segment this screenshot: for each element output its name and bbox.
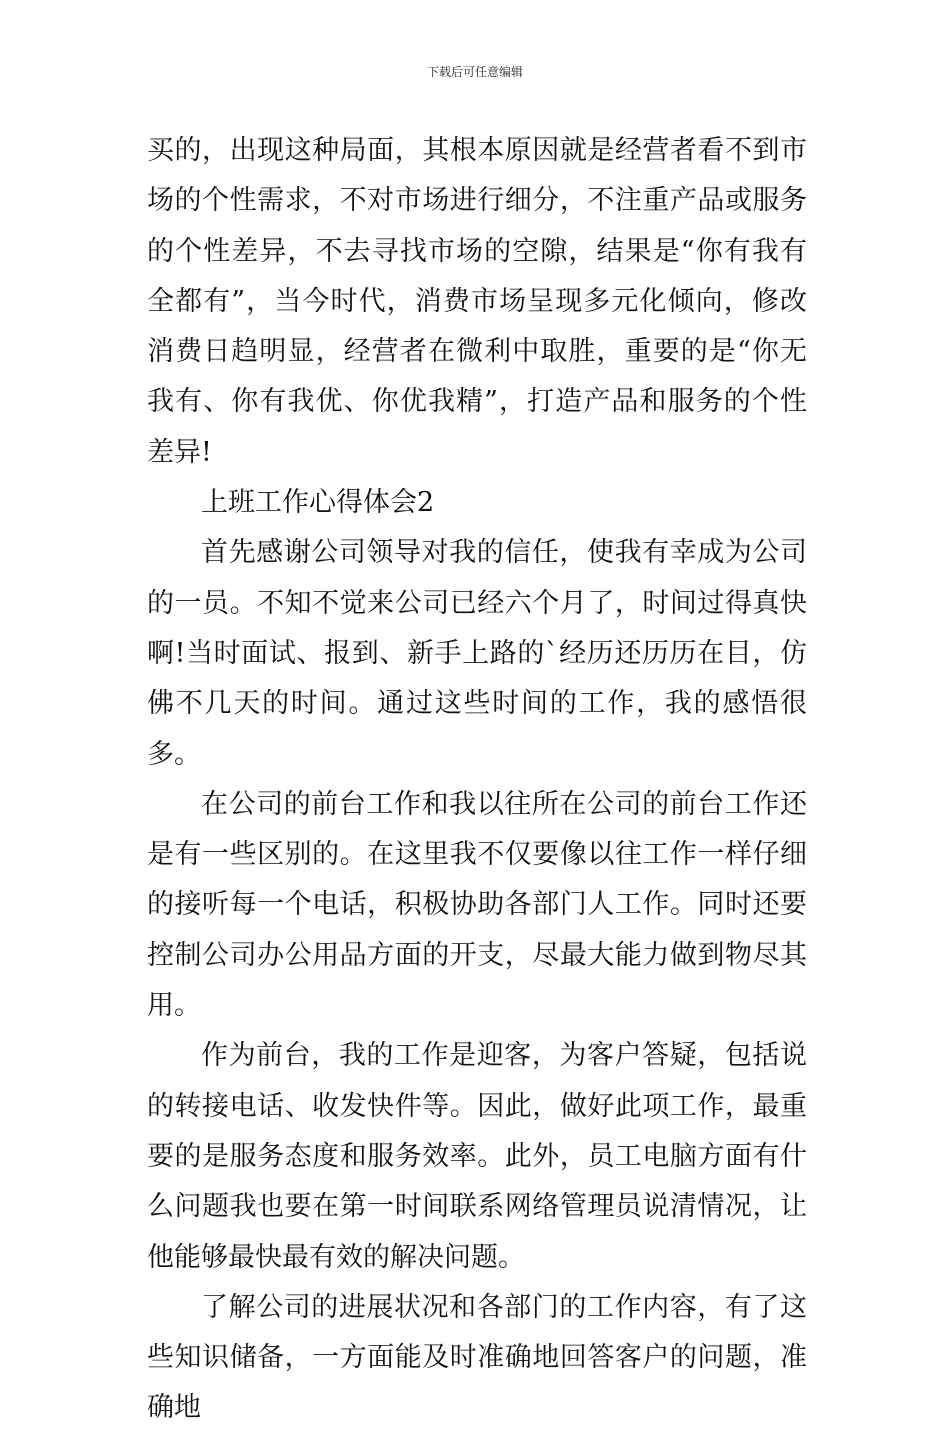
paragraph-continued: 买的，出现这种局面，其根本原因就是经营者看不到市场的个性需求，不对市场进行细分，不注重产品或服务的个性差异，不去寻找市场的空隙，结果是“你有我有全都有”，当今时代，消费市场呈现多元化倾向，修改消费日趋明显，经营者在微利中取胜，重要的是“你无我有、你有我优、你优我精”，打造产品和服务的个性差异! [147, 135, 807, 468]
paragraph: 作为前台，我的工作是迎客，为客户答疑，包括说的转接电话、收发快件等。因此，做好此项工作，最重要的是服务态度和服务效率。此外，员工电脑方面有什么问题我也要在第一时间联系网络管理员说清情况，让他能够最快最有效的解决问题。 [147, 1040, 807, 1273]
document-body [147, 126, 807, 1434]
section-heading: 上班工作心得体会2 [201, 487, 435, 519]
paragraph: 了解公司的进展状况和各部门的工作内容，有了这些知识储备，一方面能及时准确地回答客户的问题，准确地 [147, 1291, 807, 1424]
paragraph: 在公司的前台工作和我以往所在公司的前台工作还是有一些区别的。在这里我不仅要像以往工作一样仔细的接听每一个电话，积极协助各部门人工作。同时还要控制公司办公用品方面的开支，尽最大能力做到物尽其用。 [147, 788, 807, 1022]
paragraph: 首先感谢公司领导对我的信任，使我有幸成为公司的一员。不知不觉来公司已经六个月了，时间过得真快啊!当时面试、报到、新手上路的`经历还历历在目，仿佛不几天的时间。通过这些时间的工作，我的感悟很多。 [147, 537, 807, 770]
page-header-note: 下载后可任意编辑 [426, 65, 523, 79]
